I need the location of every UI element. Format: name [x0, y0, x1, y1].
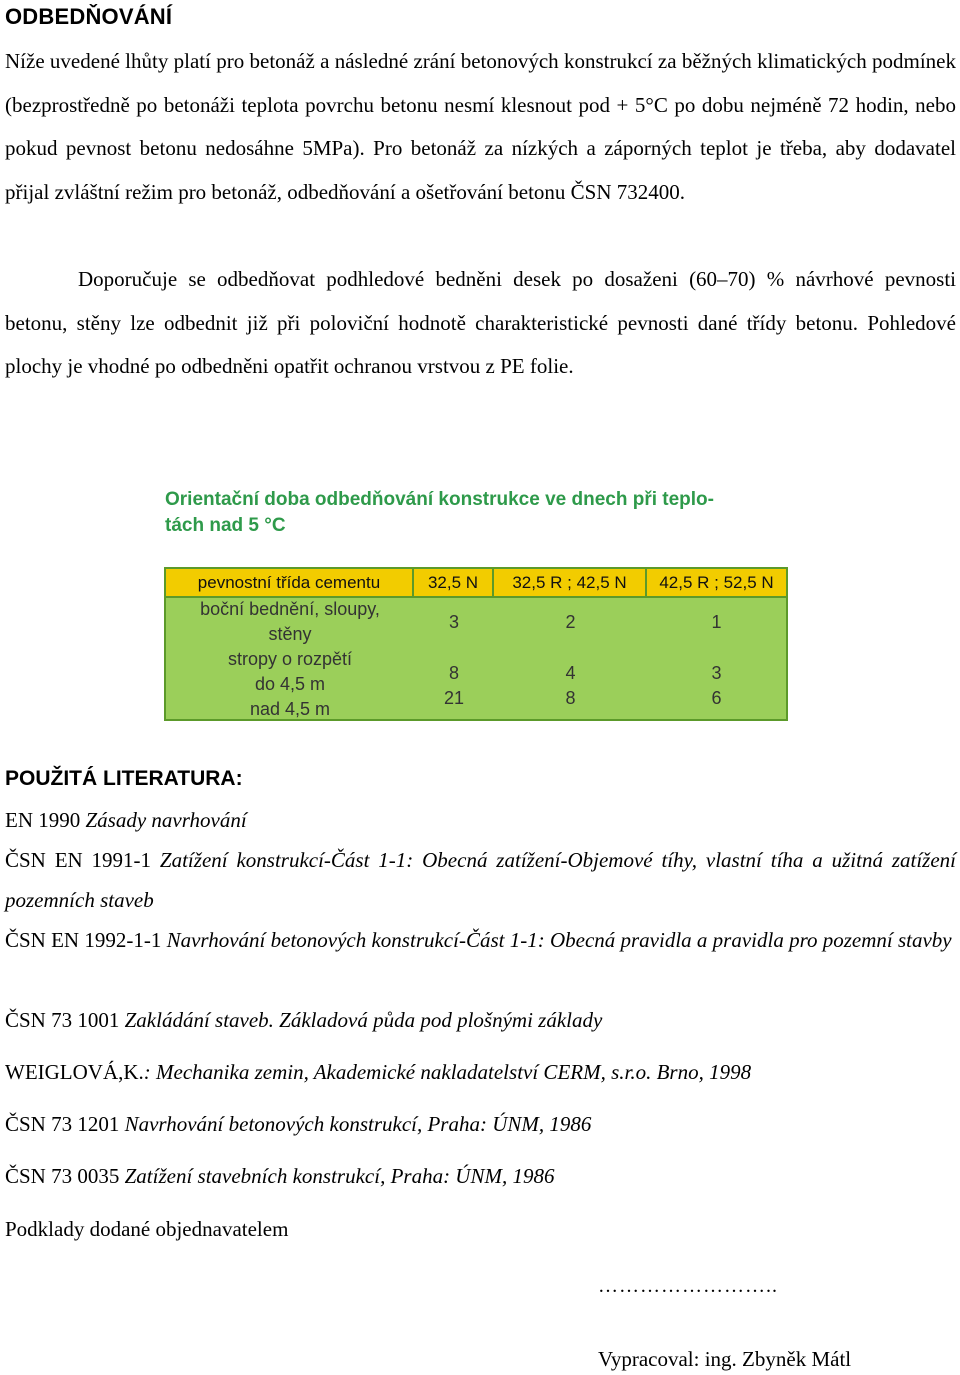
cell-value: 2 [565, 612, 576, 632]
cell-value-pair [414, 647, 494, 721]
page-heading: ODBEDŇOVÁNÍ [5, 4, 173, 29]
reference-item [5, 800, 956, 840]
reference-title: Zakládání staveb. Základová půda pod plošnými základy [124, 1008, 603, 1032]
cell-value: 3 [711, 663, 722, 683]
row-label-line: stěny [268, 624, 312, 644]
paragraph-1-text: Níže uvedené lhůty platí pro betonáž a následné zrání betonových konstrukcí za běžných klimatických podmínek (bezprostředně po betonáži teplota povrchu betonu nesmí klesnout pod + 5°C po dobu nejméně 72 hodin, nebo pokud pevnost betonu nedosáhne 5MPa). Pro betonáž za nízkých a záporných teplot je třeba, aby dodavatel přijal zvláštní režim pro betonáž, odbedňování a ošetřování betonu ČSN 732400. [5, 49, 956, 204]
reference-item [5, 1000, 956, 1040]
reference-item [5, 840, 956, 920]
table-row-side-formwork [166, 597, 786, 647]
formwork-removal-table [164, 567, 788, 721]
cell-value: 8 [448, 663, 459, 683]
cell-value: 1 [711, 612, 722, 632]
paragraph-recommendation [5, 258, 956, 389]
literature-heading: POUŽITÁ LITERATURA: [5, 767, 243, 790]
header-32-5-n: 32,5 N [414, 569, 494, 596]
reference-title: Zásady navrhování [85, 808, 247, 832]
reference-title: Zatížení stavebních konstrukcí, Praha: ÚNM, 1986 [124, 1164, 555, 1188]
header-32-5-r-42-5-n: 32,5 R ; 42,5 N [494, 569, 647, 596]
cell-value-pair [647, 647, 786, 721]
reference-code: ČSN EN 1991-1 [5, 848, 160, 872]
reference-code: ČSN 73 1001 [5, 1008, 125, 1032]
cell-value: 8 [565, 688, 576, 708]
reference-item [5, 1104, 956, 1144]
reference-title: Zatížení konstrukcí-Část 1-1: Obecná zatížení-Objemové tíhy, vlastní tíha a užitná zatížení pozemních staveb [5, 848, 957, 912]
header-42-5-r-52-5-n: 42,5 R ; 52,5 N [659, 572, 774, 592]
reference-code: ČSN 73 0035 [5, 1164, 125, 1188]
cell-value: 4 [565, 663, 576, 683]
reference-plain: Podklady dodané objednavatelem [5, 1217, 289, 1241]
reference-code: WEIGLOVÁ,K. [5, 1060, 144, 1084]
paragraph-2-text: Doporučuje se odbedňovat podhledové bedněni desek po dosaženi (60–70) % návrhové pevnosti betonu, stěny lze odbednit již při poloviční hodnotě charakteristické pevnosti dané třídy betonu. Pohledové plochy je vhodné po odbedněni opatřit ochranou vrstvou z PE folie. [5, 267, 956, 378]
table-title-line-1: Orientační doba odbedňování konstrukce ve dnech při teplo- [165, 489, 714, 510]
cell-value: 21 [443, 688, 465, 708]
row-label-line: do 4,5 m [254, 674, 326, 694]
reference-item [5, 1052, 956, 1092]
paragraph-deadlines [5, 40, 956, 214]
row-label-line: stropy o rozpětí [227, 649, 353, 669]
header-cement-class: pevnostní třída cementu [166, 569, 414, 596]
row-label-slabs [166, 647, 414, 721]
reference-title: Navrhování betonových konstrukcí-Část 1-1: Obecná pravidla a pravidla pro pozemní stavby [166, 928, 952, 952]
reference-title: Navrhování betonových konstrukcí, Praha: ÚNM, 1986 [124, 1112, 592, 1136]
reference-code: ČSN 73 1201 [5, 1112, 125, 1136]
table-title [165, 487, 795, 539]
reference-title: : Mechanika zemin, Akademické nakladatelství CERM, s.r.o. Brno, 1998 [143, 1060, 752, 1084]
reference-item [5, 920, 956, 960]
table-header-row [166, 569, 786, 598]
cell-value: 6 [711, 688, 722, 708]
cell-value: 3 [448, 612, 459, 632]
cell-value-pair [494, 647, 647, 721]
row-label-line: nad 4,5 m [249, 699, 331, 719]
reference-code: ČSN EN 1992-1-1 [5, 928, 167, 952]
table-title-line-2: tách nad 5 °C [165, 515, 286, 536]
signature: Vypracoval: ing. Zbyněk Mátl [598, 1347, 852, 1371]
table-row-slabs [166, 647, 786, 721]
signature-dots: …………………….. [598, 1275, 778, 1297]
row-label-side-formwork [166, 597, 414, 647]
row-label-line: boční bednění, sloupy, [200, 599, 380, 619]
reference-item [5, 1156, 956, 1196]
reference-code: EN 1990 [5, 808, 86, 832]
reference-item [5, 1209, 956, 1249]
